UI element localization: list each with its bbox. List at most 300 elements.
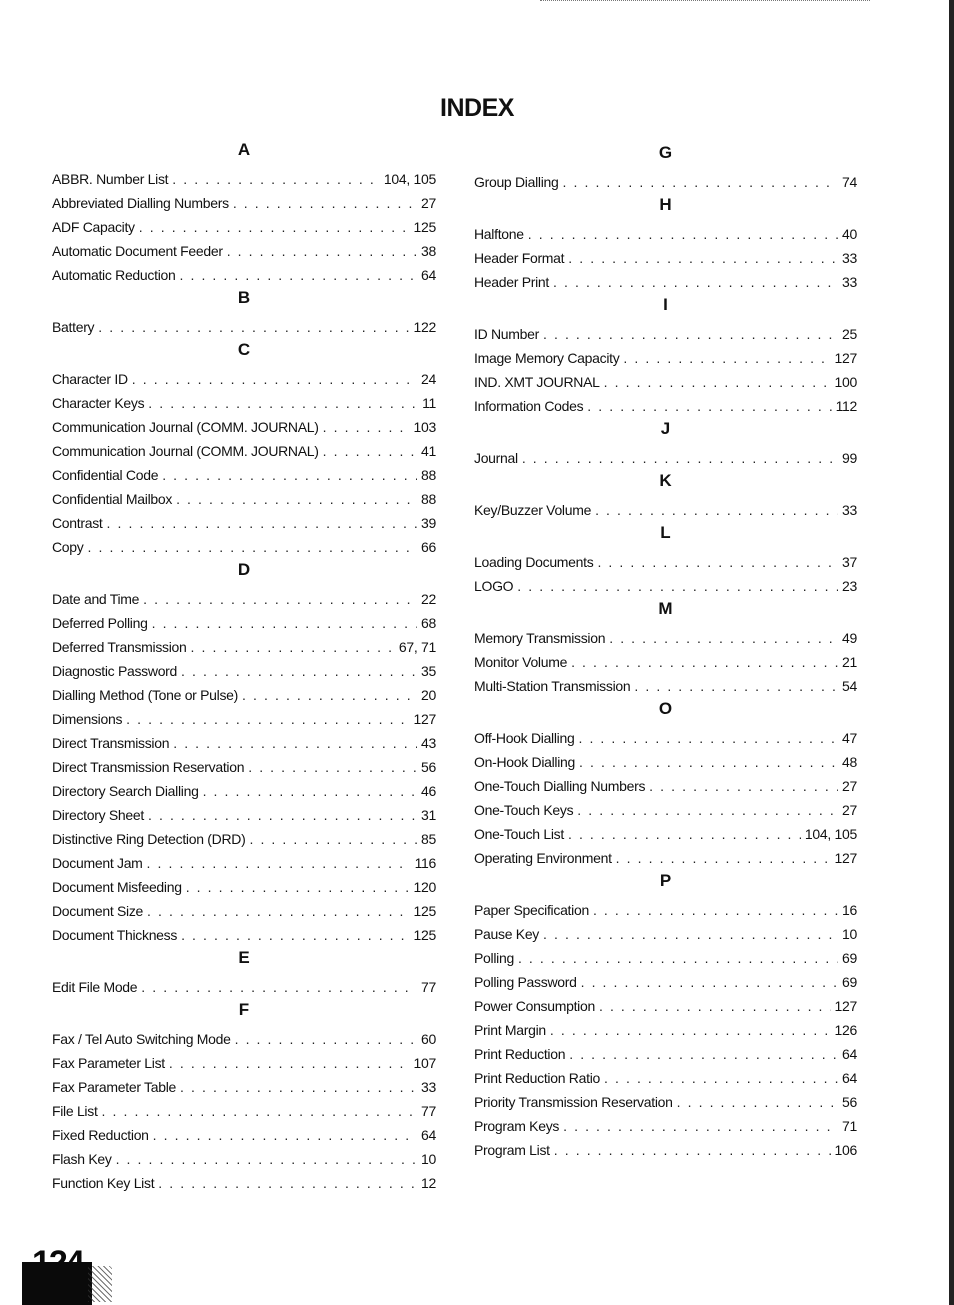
index-section-i xyxy=(474,291,857,415)
index-entry xyxy=(474,267,857,291)
index-page-ref: 16 xyxy=(842,902,857,918)
index-term: Dialling Method (Tone or Pulse) xyxy=(52,687,239,703)
dot-leader xyxy=(102,1103,417,1120)
index-term: Program List xyxy=(474,1142,550,1158)
index-page-ref: 40 xyxy=(842,226,857,242)
index-term: Edit File Mode xyxy=(52,979,138,995)
index-page-ref: 48 xyxy=(842,754,857,770)
index-term: Polling xyxy=(474,950,514,966)
index-entry xyxy=(474,895,857,919)
index-page-ref: 66 xyxy=(421,539,436,555)
dot-leader xyxy=(98,319,409,336)
dot-leader xyxy=(323,443,417,460)
dot-leader xyxy=(143,591,417,608)
section-letter: P xyxy=(659,871,672,890)
index-entry xyxy=(52,704,436,728)
index-term: Monitor Volume xyxy=(474,654,568,670)
section-letter: B xyxy=(237,288,251,307)
index-section-g xyxy=(474,139,857,191)
index-entry xyxy=(52,1072,436,1096)
index-term: One-Touch Keys xyxy=(474,802,574,818)
index-section-e xyxy=(52,944,436,996)
index-page-ref: 11 xyxy=(422,395,436,411)
index-term: Fax / Tel Auto Switching Mode xyxy=(52,1031,231,1047)
dot-leader xyxy=(87,539,417,556)
index-term: Polling Password xyxy=(474,974,577,990)
scan-artifact-top xyxy=(540,0,870,3)
index-entry xyxy=(52,312,436,336)
dot-leader xyxy=(152,615,417,632)
index-page-ref: 77 xyxy=(421,1103,436,1119)
index-page-ref: 33 xyxy=(421,1079,436,1095)
index-term: One-Touch List xyxy=(474,826,564,842)
index-term: ID Number xyxy=(474,326,539,342)
index-page-ref: 69 xyxy=(842,950,857,966)
index-term: Document Thickness xyxy=(52,927,178,943)
dot-leader xyxy=(148,807,417,824)
index-entry xyxy=(52,896,436,920)
dot-leader xyxy=(579,754,838,771)
index-section-a xyxy=(52,136,436,284)
index-term: Memory Transmission xyxy=(474,630,606,646)
index-entry xyxy=(52,848,436,872)
index-entry xyxy=(474,243,857,267)
dot-leader xyxy=(543,326,838,343)
index-term: Battery xyxy=(52,319,95,335)
index-term: Image Memory Capacity xyxy=(474,350,620,366)
section-letter: F xyxy=(238,1000,250,1019)
index-page-ref: 47 xyxy=(842,730,857,746)
index-term: Automatic Reduction xyxy=(52,267,176,283)
index-term: Deferred Polling xyxy=(52,615,148,631)
index-page-ref: 39 xyxy=(421,515,436,531)
dot-leader xyxy=(623,350,830,367)
dot-leader xyxy=(568,250,838,267)
index-page-ref: 116 xyxy=(414,855,436,871)
index-entry xyxy=(52,260,436,284)
index-entry xyxy=(474,495,857,519)
dot-leader xyxy=(248,759,417,776)
index-page-ref: 21 xyxy=(842,654,857,670)
dot-leader xyxy=(153,1127,417,1144)
index-section-o xyxy=(474,695,857,867)
index-entry xyxy=(52,1120,436,1144)
index-page-ref: 71 xyxy=(842,1118,857,1134)
index-page-ref: 127 xyxy=(834,850,857,866)
index-page-ref: 112 xyxy=(835,398,857,414)
dot-leader xyxy=(147,855,411,872)
index-section-h xyxy=(474,191,857,291)
index-term: Print Reduction Ratio xyxy=(474,1070,600,1086)
index-entry xyxy=(474,547,857,571)
index-page-ref: 22 xyxy=(421,591,436,607)
index-page-ref: 27 xyxy=(842,802,857,818)
index-term: Automatic Document Feeder xyxy=(52,243,223,259)
index-term: Direct Transmission xyxy=(52,735,170,751)
index-entry xyxy=(52,1168,436,1192)
index-page-ref: 67, 71 xyxy=(398,639,436,655)
section-letter: H xyxy=(659,195,672,214)
dot-leader xyxy=(158,1175,417,1192)
index-term: Loading Documents xyxy=(474,554,594,570)
index-term: Fax Parameter List xyxy=(52,1055,165,1071)
index-page-ref: 127 xyxy=(834,350,857,366)
index-page-ref: 64 xyxy=(842,1070,857,1086)
index-page-ref: 46 xyxy=(421,783,436,799)
index-entry xyxy=(474,219,857,243)
index-page-ref: 100 xyxy=(834,374,857,390)
index-entry xyxy=(474,771,857,795)
section-letter: I xyxy=(663,295,668,314)
index-entry xyxy=(474,167,857,191)
section-letter: M xyxy=(658,599,673,618)
index-entry xyxy=(52,236,436,260)
index-entry xyxy=(474,1087,857,1111)
index-page-ref: 122 xyxy=(413,319,436,335)
dot-leader xyxy=(553,274,838,291)
dot-leader xyxy=(604,1070,838,1087)
index-page-ref: 125 xyxy=(413,927,436,943)
index-page-ref: 54 xyxy=(842,678,857,694)
index-term: Document Jam xyxy=(52,855,143,871)
index-entry xyxy=(52,752,436,776)
dot-leader xyxy=(677,1094,838,1111)
index-entry xyxy=(52,1048,436,1072)
index-term: Paper Specification xyxy=(474,902,589,918)
index-entry xyxy=(474,991,857,1015)
dot-leader xyxy=(595,502,838,519)
index-entry xyxy=(474,367,857,391)
index-entry xyxy=(474,647,857,671)
section-letter: E xyxy=(238,948,250,967)
index-term: Priority Transmission Reservation xyxy=(474,1094,673,1110)
index-page-ref: 125 xyxy=(413,903,436,919)
index-entry xyxy=(52,584,436,608)
index-page-ref: 88 xyxy=(421,491,436,507)
index-entry xyxy=(52,212,436,236)
index-entry xyxy=(52,872,436,896)
index-term: Program Keys xyxy=(474,1118,560,1134)
dot-leader xyxy=(203,783,417,800)
index-term: Communication Journal (COMM. JOURNAL) xyxy=(52,419,319,435)
index-page-ref: 25 xyxy=(842,326,857,342)
index-term: IND. XMT JOURNAL xyxy=(474,374,600,390)
dot-leader xyxy=(563,174,839,191)
scan-artifact-corner xyxy=(88,1266,112,1302)
index-term: Directory Search Dialling xyxy=(52,783,199,799)
index-entry xyxy=(474,1015,857,1039)
index-entry xyxy=(474,943,857,967)
index-page-ref: 103 xyxy=(413,419,436,435)
index-entry xyxy=(474,1063,857,1087)
index-term: Off-Hook Dialling xyxy=(474,730,575,746)
index-entry xyxy=(52,680,436,704)
dot-leader xyxy=(233,195,417,212)
dot-leader xyxy=(132,371,417,388)
index-term: Header Print xyxy=(474,274,549,290)
dot-leader xyxy=(569,1046,838,1063)
index-page-ref: 69 xyxy=(842,974,857,990)
section-letter: J xyxy=(660,419,671,438)
index-page-ref: 38 xyxy=(421,243,436,259)
index-section-l xyxy=(474,519,857,595)
index-term: Flash Key xyxy=(52,1151,112,1167)
index-page-ref: 27 xyxy=(842,778,857,794)
index-entry xyxy=(52,188,436,212)
dot-leader xyxy=(522,450,838,467)
index-page-ref: 49 xyxy=(842,630,857,646)
dot-leader xyxy=(518,950,838,967)
section-letter: C xyxy=(237,340,251,359)
index-page-ref: 127 xyxy=(413,711,436,727)
index-page-ref: 12 xyxy=(421,1175,436,1191)
index-entry xyxy=(52,484,436,508)
dot-leader xyxy=(181,663,417,680)
index-term: Pause Key xyxy=(474,926,540,942)
index-entry xyxy=(474,967,857,991)
index-entry xyxy=(52,1144,436,1168)
index-page-ref: 104, 105 xyxy=(804,826,857,842)
dot-leader xyxy=(517,578,838,595)
dot-leader xyxy=(323,419,410,436)
index-entry xyxy=(52,364,436,388)
dot-leader xyxy=(107,515,418,532)
index-page-ref: 85 xyxy=(421,831,436,847)
index-term: Fax Parameter Table xyxy=(52,1079,176,1095)
index-entry xyxy=(474,443,857,467)
index-term: Multi-Station Transmission xyxy=(474,678,631,694)
dot-leader xyxy=(173,735,417,752)
index-term: Dimensions xyxy=(52,711,123,727)
dot-leader xyxy=(116,1151,417,1168)
index-term: Date and Time xyxy=(52,591,140,607)
dot-leader xyxy=(139,219,410,236)
index-section-b xyxy=(52,284,436,336)
index-page-ref: 60 xyxy=(421,1031,436,1047)
dot-leader xyxy=(634,678,838,695)
dot-leader xyxy=(543,926,838,943)
section-letter: G xyxy=(658,143,673,162)
index-column-left xyxy=(52,136,436,1192)
dot-leader xyxy=(249,831,417,848)
index-term: Distinctive Ring Detection (DRD) xyxy=(52,831,246,847)
index-term: Confidential Mailbox xyxy=(52,491,173,507)
index-term: Halftone xyxy=(474,226,524,242)
index-entry xyxy=(52,656,436,680)
index-section-d xyxy=(52,556,436,944)
index-entry xyxy=(52,1096,436,1120)
index-page-ref: 88 xyxy=(421,467,436,483)
dot-leader xyxy=(235,1031,417,1048)
index-term: Diagnostic Password xyxy=(52,663,178,679)
index-page-ref: 125 xyxy=(413,219,436,235)
index-page-ref: 10 xyxy=(842,926,857,942)
index-term: On-Hook Dialling xyxy=(474,754,576,770)
index-page-ref: 20 xyxy=(421,687,436,703)
page-title: INDEX xyxy=(440,94,514,122)
index-page-ref: 10 xyxy=(421,1151,436,1167)
index-entry xyxy=(52,164,436,188)
index-entry xyxy=(52,412,436,436)
index-term: ABBR. Number List xyxy=(52,171,169,187)
index-entry xyxy=(52,920,436,944)
index-entry xyxy=(474,795,857,819)
dot-leader xyxy=(577,802,838,819)
index-entry xyxy=(474,819,857,843)
index-page-ref: 104, 105 xyxy=(383,171,436,187)
index-entry xyxy=(474,1111,857,1135)
index-entry xyxy=(52,632,436,656)
index-section-f xyxy=(52,996,436,1192)
index-entry xyxy=(52,436,436,460)
dot-leader xyxy=(186,879,410,896)
index-section-j xyxy=(474,415,857,467)
index-term: Operating Environment xyxy=(474,850,612,866)
index-term: ADF Capacity xyxy=(52,219,135,235)
index-page-ref: 74 xyxy=(842,174,857,190)
dot-leader xyxy=(191,639,395,656)
index-page-ref: 99 xyxy=(842,450,857,466)
dot-leader xyxy=(578,730,838,747)
dot-leader xyxy=(181,927,409,944)
index-term: Direct Transmission Reservation xyxy=(52,759,245,775)
dot-leader xyxy=(147,903,410,920)
index-entry xyxy=(474,747,857,771)
scan-edge-right xyxy=(949,0,954,1305)
index-term: Copy xyxy=(52,539,84,555)
dot-leader xyxy=(148,395,418,412)
index-entry xyxy=(474,843,857,867)
index-term: Directory Sheet xyxy=(52,807,144,823)
index-term: File List xyxy=(52,1103,98,1119)
index-term: Print Reduction xyxy=(474,1046,566,1062)
index-term: Document Misfeeding xyxy=(52,879,182,895)
index-entry xyxy=(52,532,436,556)
dot-leader xyxy=(563,1118,838,1135)
dot-leader xyxy=(581,974,838,991)
index-page-ref: 77 xyxy=(421,979,436,995)
page-number: 124 xyxy=(32,1244,83,1282)
index-page-ref: 41 xyxy=(421,443,436,459)
index-entry xyxy=(52,508,436,532)
dot-leader xyxy=(172,171,380,188)
index-entry xyxy=(52,776,436,800)
index-page-ref: 23 xyxy=(842,578,857,594)
index-term: Group Dialling xyxy=(474,174,559,190)
index-page-ref: 33 xyxy=(842,250,857,266)
index-entry xyxy=(474,919,857,943)
index-section-p xyxy=(474,867,857,1159)
dot-leader xyxy=(593,902,838,919)
index-page-ref: 37 xyxy=(842,554,857,570)
index-term: Information Codes xyxy=(474,398,584,414)
index-page-ref: 56 xyxy=(842,1094,857,1110)
index-term: Header Format xyxy=(474,250,565,266)
index-page-ref: 127 xyxy=(834,998,857,1014)
index-term: Fixed Reduction xyxy=(52,1127,149,1143)
index-section-c xyxy=(52,336,436,556)
index-entry xyxy=(52,1024,436,1048)
dot-leader xyxy=(126,711,409,728)
index-term: One-Touch Dialling Numbers xyxy=(474,778,646,794)
index-entry xyxy=(52,460,436,484)
index-entry xyxy=(474,623,857,647)
index-entry xyxy=(52,608,436,632)
index-term: Contrast xyxy=(52,515,103,531)
dot-leader xyxy=(180,1079,417,1096)
index-page-ref: 35 xyxy=(421,663,436,679)
dot-leader xyxy=(599,998,831,1015)
index-term: Key/Buzzer Volume xyxy=(474,502,592,518)
index-entry xyxy=(52,388,436,412)
index-term: Document Size xyxy=(52,903,144,919)
index-page-ref: 33 xyxy=(842,274,857,290)
index-page-ref: 68 xyxy=(421,615,436,631)
index-entry xyxy=(52,824,436,848)
dot-leader xyxy=(609,630,838,647)
section-letter: A xyxy=(237,140,251,159)
section-letter: L xyxy=(660,523,671,542)
index-page-ref: 120 xyxy=(413,879,436,895)
index-page-ref: 64 xyxy=(421,267,436,283)
index-entry xyxy=(52,972,436,996)
index-entry xyxy=(474,671,857,695)
index-page-ref: 107 xyxy=(413,1055,436,1071)
dot-leader xyxy=(649,778,838,795)
index-page-ref: 64 xyxy=(842,1046,857,1062)
dot-leader xyxy=(528,226,838,243)
index-page-ref: 24 xyxy=(421,371,436,387)
dot-leader xyxy=(242,687,417,704)
dot-leader xyxy=(550,1022,831,1039)
dot-leader xyxy=(604,374,831,391)
index-term: Confidential Code xyxy=(52,467,159,483)
page-number-block xyxy=(22,1244,112,1305)
index-entry xyxy=(474,319,857,343)
index-entry xyxy=(474,571,857,595)
index-term: Abbreviated Dialling Numbers xyxy=(52,195,229,211)
index-term: Communication Journal (COMM. JOURNAL) xyxy=(52,443,319,459)
dot-leader xyxy=(176,491,417,508)
index-entry xyxy=(52,800,436,824)
index-entry xyxy=(474,723,857,747)
index-term: LOGO xyxy=(474,578,514,594)
index-term: Function Key List xyxy=(52,1175,155,1191)
dot-leader xyxy=(179,267,417,284)
dot-leader xyxy=(227,243,417,260)
index-entry xyxy=(474,1135,857,1159)
section-letter: K xyxy=(659,471,672,490)
index-page-ref: 43 xyxy=(421,735,436,751)
dot-leader xyxy=(169,1055,410,1072)
index-section-k xyxy=(474,467,857,519)
dot-leader xyxy=(616,850,831,867)
index-column-right xyxy=(474,139,857,1159)
dot-leader xyxy=(141,979,417,996)
index-term: Deferred Transmission xyxy=(52,639,187,655)
index-page-ref: 31 xyxy=(421,807,436,823)
index-page-ref: 33 xyxy=(842,502,857,518)
index-section-m xyxy=(474,595,857,695)
index-page-ref: 126 xyxy=(834,1022,857,1038)
dot-leader xyxy=(571,654,838,671)
index-term: Character ID xyxy=(52,371,128,387)
dot-leader xyxy=(597,554,838,571)
index-entry xyxy=(474,1039,857,1063)
index-term: Character Keys xyxy=(52,395,145,411)
dot-leader xyxy=(162,467,417,484)
index-term: Print Margin xyxy=(474,1022,546,1038)
